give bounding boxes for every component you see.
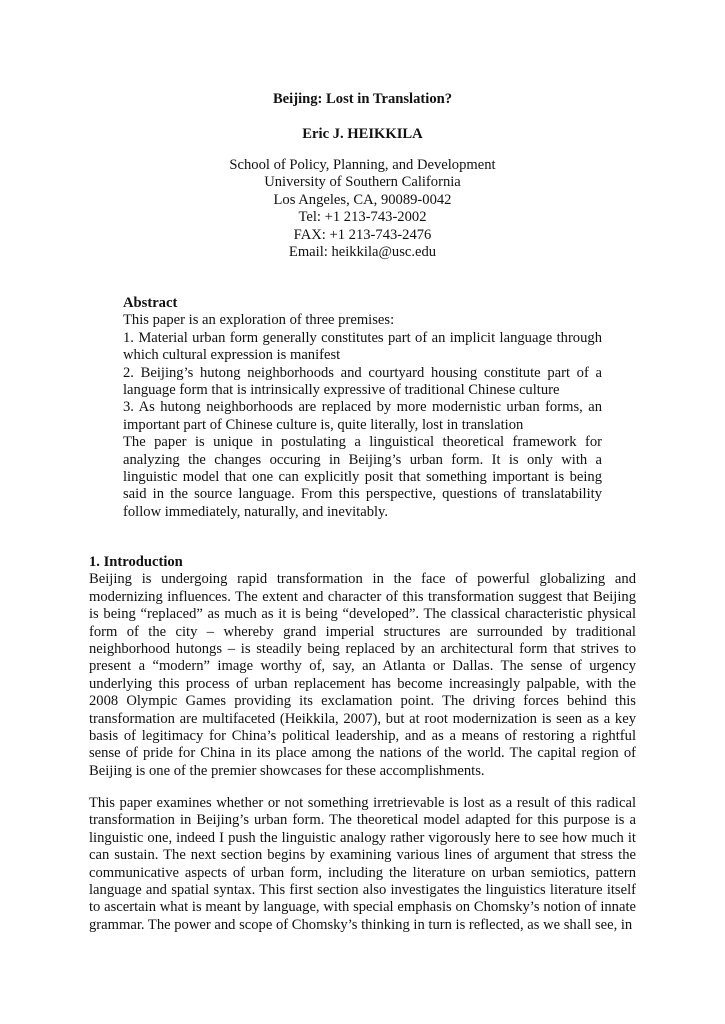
abstract-closing: The paper is unique in postulating a linguistical theoretical framework for analyzing the changes occuring in Beijing’s urban form. It is only with a linguistic model that one can explicitly posit that something important is being said in the source language. From this perspective, questions of translatability follow immediately, naturally, and inevitably. [123,434,602,520]
abstract-intro: This paper is an exploration of three premises: [123,312,395,329]
abstract-heading: Abstract [123,295,178,311]
abstract-premise-3: 3. As hutong neighborhoods are replaced by more modernistic urban forms, an important part of Chinese culture is, quite literally, lost in translation [123,399,602,433]
affiliation-university: University of Southern California [264,174,461,191]
affiliation-tel: Tel: +1 213-743-2002 [298,209,427,226]
introduction-heading: 1. Introduction [89,554,183,570]
affiliation-school: School of Policy, Planning, and Development [229,157,496,173]
author-affiliation [0,157,725,261]
abstract-premise-2: 2. Beijing’s hutong neighborhoods and courtyard housing constitute part of a language form that is intrinsically expressive of traditional Chinese culture [123,364,602,399]
affiliation-fax: FAX: +1 213-743-2476 [293,226,432,243]
introduction-section [89,554,636,780]
author-name: Eric J. HEIKKILA [302,126,423,142]
abstract-premise-1: 1. Material urban form generally constitutes part of an implicit language through which cultural expression is manifest [123,329,602,364]
affiliation-address: Los Angeles, CA, 90089-0042 [273,191,452,208]
abstract-section [123,295,602,521]
paper-title: Beijing: Lost in Translation? [272,91,453,107]
affiliation-email: Email: heikkila@usc.edu [288,243,437,260]
introduction-paragraph-1: Beijing is undergoing rapid transformation in the face of powerful globalizing and modernizing influences. The extent and character of this transformation suggest that Beijing is being “replaced” as much as it is being “developed”. The classical characteristic physical form of the city – whereby grand imperial structures are surrounded by traditional neighborhood hutongs – is steadily being replaced by an architectural form that strives to present a “modern” image worthy of, say, an Atlanta or Dallas. The sense of urgency underlying this process of urban replacement has become increasingly palpable, with the 2008 Olympic Games providing its exclamation point. The driving forces behind this transformation are multifaceted (Heikkila, 2007), but at root modernization is seen as a key basis of legitimacy for China’s political leadership, and as a means of restoring a rightful sense of pride for China in its place among the nations of the world. The capital region of Beijing is one of the premier showcases for these accomplishments. [89,571,636,779]
introduction-paragraph-2: This paper examines whether or not something irretrievable is lost as a result of this radical transformation in Beijing’s urban form. The theoretical model adapted for this purpose is a linguistic one, indeed I push the linguistic analogy rather vigorously here to see how much it can sustain. The next section begins by examining various lines of argument that stress the communicative aspects of urban form, including the literature on urban semiotics, pattern language and spatial syntax. This first section also investigates the linguistics literature itself to ascertain what is meant by language, with special emphasis on Chomsky’s notion of innate grammar. The power and scope of Chomsky’s thinking in turn is reflected, as we shall see, in [89,795,636,933]
introduction-paragraph-2-block [89,795,636,934]
